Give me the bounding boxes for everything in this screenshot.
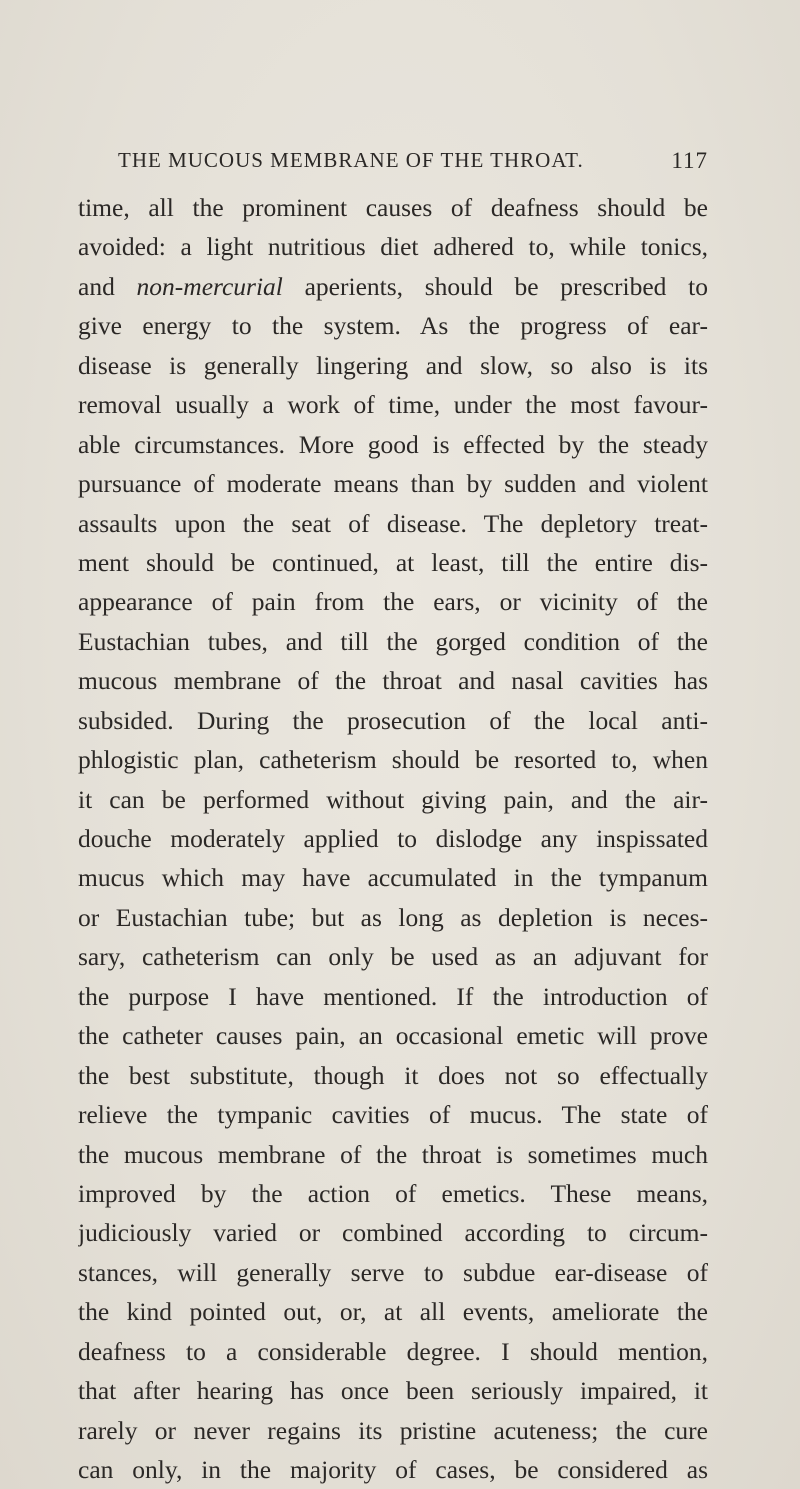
text-line: pursuance of moderate means than by sudden and violent [78,469,708,499]
text-line: appearance of pain from the ears, or vicinity of the [78,587,708,617]
text-line: the catheter causes pain, an occasional emetic will prove [78,1021,708,1051]
body-text [78,188,708,1489]
text-line: time, all the prominent causes of deafness should be [78,193,708,222]
italic-term: non-mercurial [136,271,283,301]
text-line: douche moderately applied to dislodge any inspissated [78,824,708,853]
text-line: that after hearing has once been seriously impaired, it [78,1376,708,1406]
running-title: THE MUCOUS MEMBRANE OF THE THROAT. [118,148,584,172]
text-line: give energy to the system. As the progress of ear- [78,311,708,341]
text-line: deafness to a considerable degree. I should mention, [78,1336,708,1366]
text-line: disease is generally lingering and slow, so also is its [78,350,708,380]
text-line: mucous membrane of the throat and nasal cavities has [78,666,708,696]
text-line: subsided. During the prosecution of the local anti- [78,705,708,735]
text-line: judiciously varied or combined according to circum- [78,1218,708,1248]
text-line-segment: aperients, should be prescribed to [282,271,708,301]
text-line: sary, catheterism can only be used as an adjuvant for [78,942,708,972]
text-line: improved by the action of emetics. These means, [78,1178,708,1208]
text-line: ment should be continued, at least, till the entire dis- [78,547,708,577]
text-line: the kind pointed out, or, at all events, ameliorate the [78,1297,708,1327]
text-line: able circumstances. More good is effected by the steady [78,429,708,459]
text-line: avoided: a light nutritious diet adhered to, while tonics, [78,232,708,262]
text-line: Eustachian tubes, and till the gorged condition of the [78,626,708,656]
text-line: assaults upon the seat of disease. The depletory treat- [78,508,708,538]
page-number: 117 [671,148,708,173]
text-line [78,267,708,306]
text-line: the best substitute, though it does not so effectually [78,1060,708,1090]
text-line: it can be performed without giving pain, and the air- [78,784,708,814]
text-line: the mucous membrane of the throat is sometimes much [78,1139,708,1169]
text-line: phlogistic plan, catheterism should be resorted to, when [78,745,708,775]
text-line: or Eustachian tube; but as long as depletion is neces- [78,902,708,932]
text-line: removal usually a work of time, under the most favour- [78,390,708,420]
text-line: stances, will generally serve to subdue ear-disease of [78,1257,708,1287]
text-line: can only, in the majority of cases, be considered as [78,1455,708,1484]
running-head [118,148,708,182]
text-line: relieve the tympanic cavities of mucus. The state of [78,1100,708,1130]
text-line: rarely or never regains its pristine acuteness; the cure [78,1415,708,1445]
text-line: the purpose I have mentioned. If the introduction of [78,981,708,1011]
text-line: mucus which may have accumulated in the tympanum [78,863,708,893]
text-line-segment: and [78,271,137,301]
